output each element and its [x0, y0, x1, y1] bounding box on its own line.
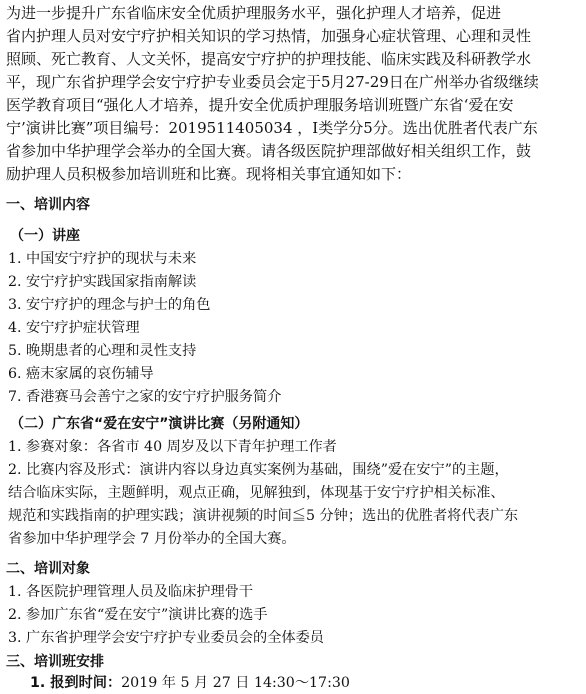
lecture-item-1: 1. 中国安宁疗护的现状与未来 — [8, 251, 197, 267]
contest-line-1: 1. 参赛对象：各省市 40 周岁及以下青年护理工作者 — [8, 439, 337, 455]
intro-line-6: 宁’演讲比赛”项目编号：2019511405034 ，Ⅰ类学分5分。选出优胜者代表广东 — [6, 119, 538, 137]
section-1-sub-2-title: （二）广东省“爱在安宁”演讲比赛（另附通知） — [10, 416, 309, 432]
contest-line-3: 结合临床实际，主题鲜明，观点正确，见解独到，体现基于安宁疗护相关标准、 — [8, 485, 505, 501]
lecture-item-2: 2. 安宁疗护实践国家指南解读 — [8, 274, 197, 290]
arrangement-item-1-label: 1. 报到时间： — [30, 675, 122, 691]
arrangement-item-1 — [30, 672, 350, 694]
intro-line-1: 为进一步提升广东省临床安全优质护理服务水平，强化护理人才培养，促进 — [6, 4, 502, 22]
section-1-title: 一、培训内容 — [6, 197, 90, 213]
section-2-title: 二、培训对象 — [6, 561, 90, 577]
trainee-item-1: 1. 各医院护理管理人员及临床护理骨干 — [8, 584, 254, 600]
intro-line-3: 照顾、死亡教育、人文关怀，提高安宁疗护的护理技能、临床实践及科研教学水 — [6, 50, 532, 68]
lecture-item-7: 7. 香港赛马会善宁之家的安宁疗护服务简介 — [8, 389, 282, 405]
arrangement-item-1-value: 2019 年 5 月 27 日 14:30～17:30 — [121, 675, 350, 691]
lecture-item-6: 6. 癌末家属的哀伤辅导 — [8, 366, 154, 382]
section-3-title: 三、培训班安排 — [6, 654, 104, 670]
intro-line-8: 励护理人员积极参加培训班和比赛。现将相关事宜通知如下： — [6, 165, 412, 183]
lecture-item-3: 3. 安宁疗护的理念与护士的角色 — [8, 297, 211, 313]
contest-line-2: 2. 比赛内容及形式：演讲内容以身边真实案例为基础，围绕”爱在安宁”的主题， — [8, 462, 509, 478]
intro-line-2: 省内护理人员对安宁疗护相关知识的学习热情，加强身心症状管理、心理和灵性 — [6, 27, 532, 45]
intro-line-4: 平，现广东省护理学会安宁疗护专业委员会定于5月27-29日在广州举办省级继续 — [6, 73, 539, 91]
section-1-sub-1-title: （一）讲座 — [10, 228, 80, 244]
intro-line-7: 省参加中华护理学会举办的全国大赛。请各级医院护理部做好相关组织工作，鼓 — [6, 142, 532, 160]
trainee-item-3: 3. 广东省护理学会安宁疗护专业委员会的全体委员 — [8, 630, 324, 646]
lecture-item-5: 5. 晚期患者的心理和灵性支持 — [8, 343, 197, 359]
contest-line-5: 省参加中华护理学会 7 月份举办的全国大赛。 — [8, 531, 296, 547]
contest-line-4: 规范和实践指南的护理实践；演讲视频的时间≦5 分钟；选出的优胜者将代表广东 — [8, 508, 519, 524]
trainee-item-2: 2. 参加广东省“爱在安宁”演讲比赛的选手 — [8, 607, 268, 623]
lecture-item-4: 4. 安宁疗护症状管理 — [8, 320, 140, 336]
intro-line-5: 医学教育项目“强化人才培养，提升安全优质护理服务培训班暨广东省‘爱在安 — [6, 96, 514, 114]
